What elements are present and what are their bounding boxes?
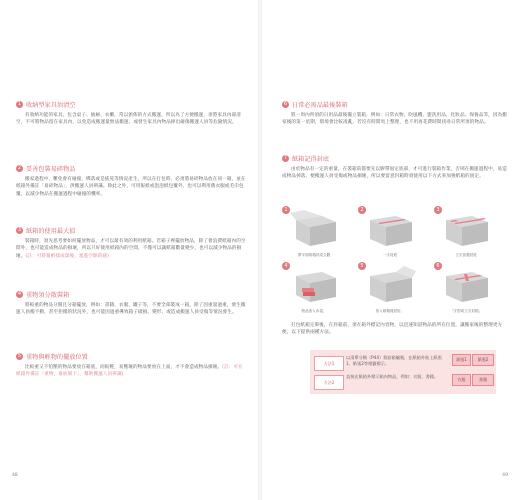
section-body: 有收納功能的家具，包含桌子、抽屜、衣櫃，常以頒佈的方式搬運，所以為了方便搬運，須將家具內部清空，不可將物品留在家具內，以免造成搬運量無法搬運，或發生家具內物品掉出碰傷搬運人員等危險情況。 (16, 113, 241, 126)
section-title: 紙箱的使用最大值 (26, 228, 76, 235)
step-3: 3 王字加強封底 (434, 206, 498, 258)
method-label: 方法1 (314, 356, 344, 371)
page-number: 48 (12, 473, 18, 478)
section-body: 比較重又不怕壓的物品要放在箱底，而較輕，易壓壞的物品要放在上面，才不會造成物品損壞。 (25, 365, 223, 370)
method-text: 以清單分類（P44）寫給箱編號，在紙箱外貼上紙張1、紙張2等標籤標示。 (346, 355, 442, 366)
labeling-methods-table (310, 350, 496, 394)
step-5: 5 放入紙箱裡封好。 (358, 262, 422, 314)
section-title: 重物與輕物的擺放位置 (26, 354, 88, 361)
section-number: 5 (17, 353, 22, 359)
paragraph: 打包紙箱完畢後，在封箱前，須在箱外標記內容物，以迅速知道物品的所在位置，讓搬家後的整理更方便，以下提供兩種方法。 (282, 323, 503, 336)
tag-box: 衣服 (452, 374, 471, 386)
section-number: 1 (17, 101, 22, 107)
section-7 (282, 154, 510, 181)
reinforced-box-icon (434, 206, 498, 250)
right-page (262, 0, 520, 500)
section-body: 將一周內所須的日用品最後獨立裝箱，例如：日常衣物、吹風機、盥洗用品、化妝品、保養品等，因為搬家後的第一星期，環境會比較凌亂，若沒有時間馬上整理，也不用再花費時間找尋日常所須的物品。 (282, 113, 507, 126)
section-2 (16, 164, 246, 198)
step-1: 1 將平面紙箱折成立體 (282, 206, 346, 258)
section-title: 收納型家具須清空 (26, 102, 76, 109)
step-6: 6 「字型或王字封箱」 (434, 262, 498, 314)
after-figure-paragraph (282, 322, 510, 337)
section-4 (16, 290, 246, 317)
figure-caption: 物品放入內袋， (301, 309, 327, 313)
method-text: 直接在紙箱外標示箱內物品，例如：衣服、書籍。 (346, 374, 439, 379)
closing-box-icon (358, 262, 422, 306)
step-2: 2 一字封底 (358, 206, 422, 258)
section-5 (16, 352, 246, 379)
left-page (0, 0, 258, 500)
method-label: 方法2 (314, 375, 344, 390)
figure-caption: 「字型或王字封箱」 (449, 309, 483, 313)
section-number: 6 (283, 101, 288, 107)
section-6 (282, 100, 510, 127)
section-title: 日常必需品最後裝箱 (292, 102, 348, 109)
section-body: 將較重的物品分開且分箱擺放，例如：書籍、衣服、罐子等，不要全部裝成一箱，除了因重量過重，發生搬運人員搬不動，甚至拒搬的狀況外，也可能因過重導致箱子破損、變形，或造成搬運人員受傷等情況發生。 (16, 303, 246, 316)
section-title: 重物須分散裝箱 (26, 292, 70, 299)
step-4: 4 物品放入內袋， (282, 262, 346, 314)
section-3 (16, 226, 246, 260)
section-number: 7 (283, 155, 288, 161)
section-note: (註：可將報紙揉成球後，塞進空隙的縫) (25, 253, 109, 259)
tag-box: 紙張1 (452, 354, 471, 366)
figure-caption: 將平面紙箱折成立體 (297, 253, 331, 257)
section-body: 裝箱時，須先思考要如何擺放物品，才可以最有效的利用紙箱。若箱子裡擺放物品，除了會浪費紙箱內的空間外，也可能造成物品的損壞，所以只好使用紙箱內的空間，不僅可以讓紙箱數量變少，也可以減少物品的損壞。 (16, 239, 246, 259)
figure-caption: 放入紙箱裡封好。 (375, 309, 405, 313)
section-title: 妥善包裝易碎物品 (26, 166, 76, 173)
sealed-box-icon (434, 262, 498, 306)
box-sealing-illustration (282, 206, 500, 316)
section-title: 紙箱記得封底 (292, 156, 330, 163)
page-number: 49 (502, 473, 508, 478)
section-body: 由於物品有一定的重量，在裝箱前都要先以膠帶固定底部，才可進行裝箱作業，否則在搬運過程中，易造成物品掉落，便搬運人員受傷或物品損壞，所以要留意封箱時須使用以下方式來加強紙箱的固定。 (282, 167, 507, 180)
filling-box-icon (282, 262, 346, 306)
section-number: 3 (17, 227, 22, 233)
tag-box: 書籍 (472, 374, 494, 386)
section-note: (註：可在紙箱外備註「重物，靠底層下」，幫助搬運人員辨識) (16, 365, 243, 378)
figure-caption: 一字封底 (382, 253, 398, 257)
taped-box-icon (358, 206, 422, 250)
section-1 (16, 100, 246, 127)
figure-caption: 王字加強封底 (455, 253, 477, 257)
section-body: 搬家過程中，難免會有碰撞，綁落或是搖晃等情況產生，所以在打包時，必須將易碎物品放在同一箱，並在紙箱外備註「易碎物品」，供搬運人員辨識。除此之外，可用報紙或泡泡紙包覆外，也可以利用舊衣服或毛巾包覆，以減少物品在搬運過程中碰撞的機率。 (16, 177, 246, 197)
open-box-icon (282, 206, 346, 250)
section-number: 4 (17, 291, 22, 297)
section-number: 2 (17, 165, 22, 171)
tag-box: 紙張2 (472, 354, 494, 366)
